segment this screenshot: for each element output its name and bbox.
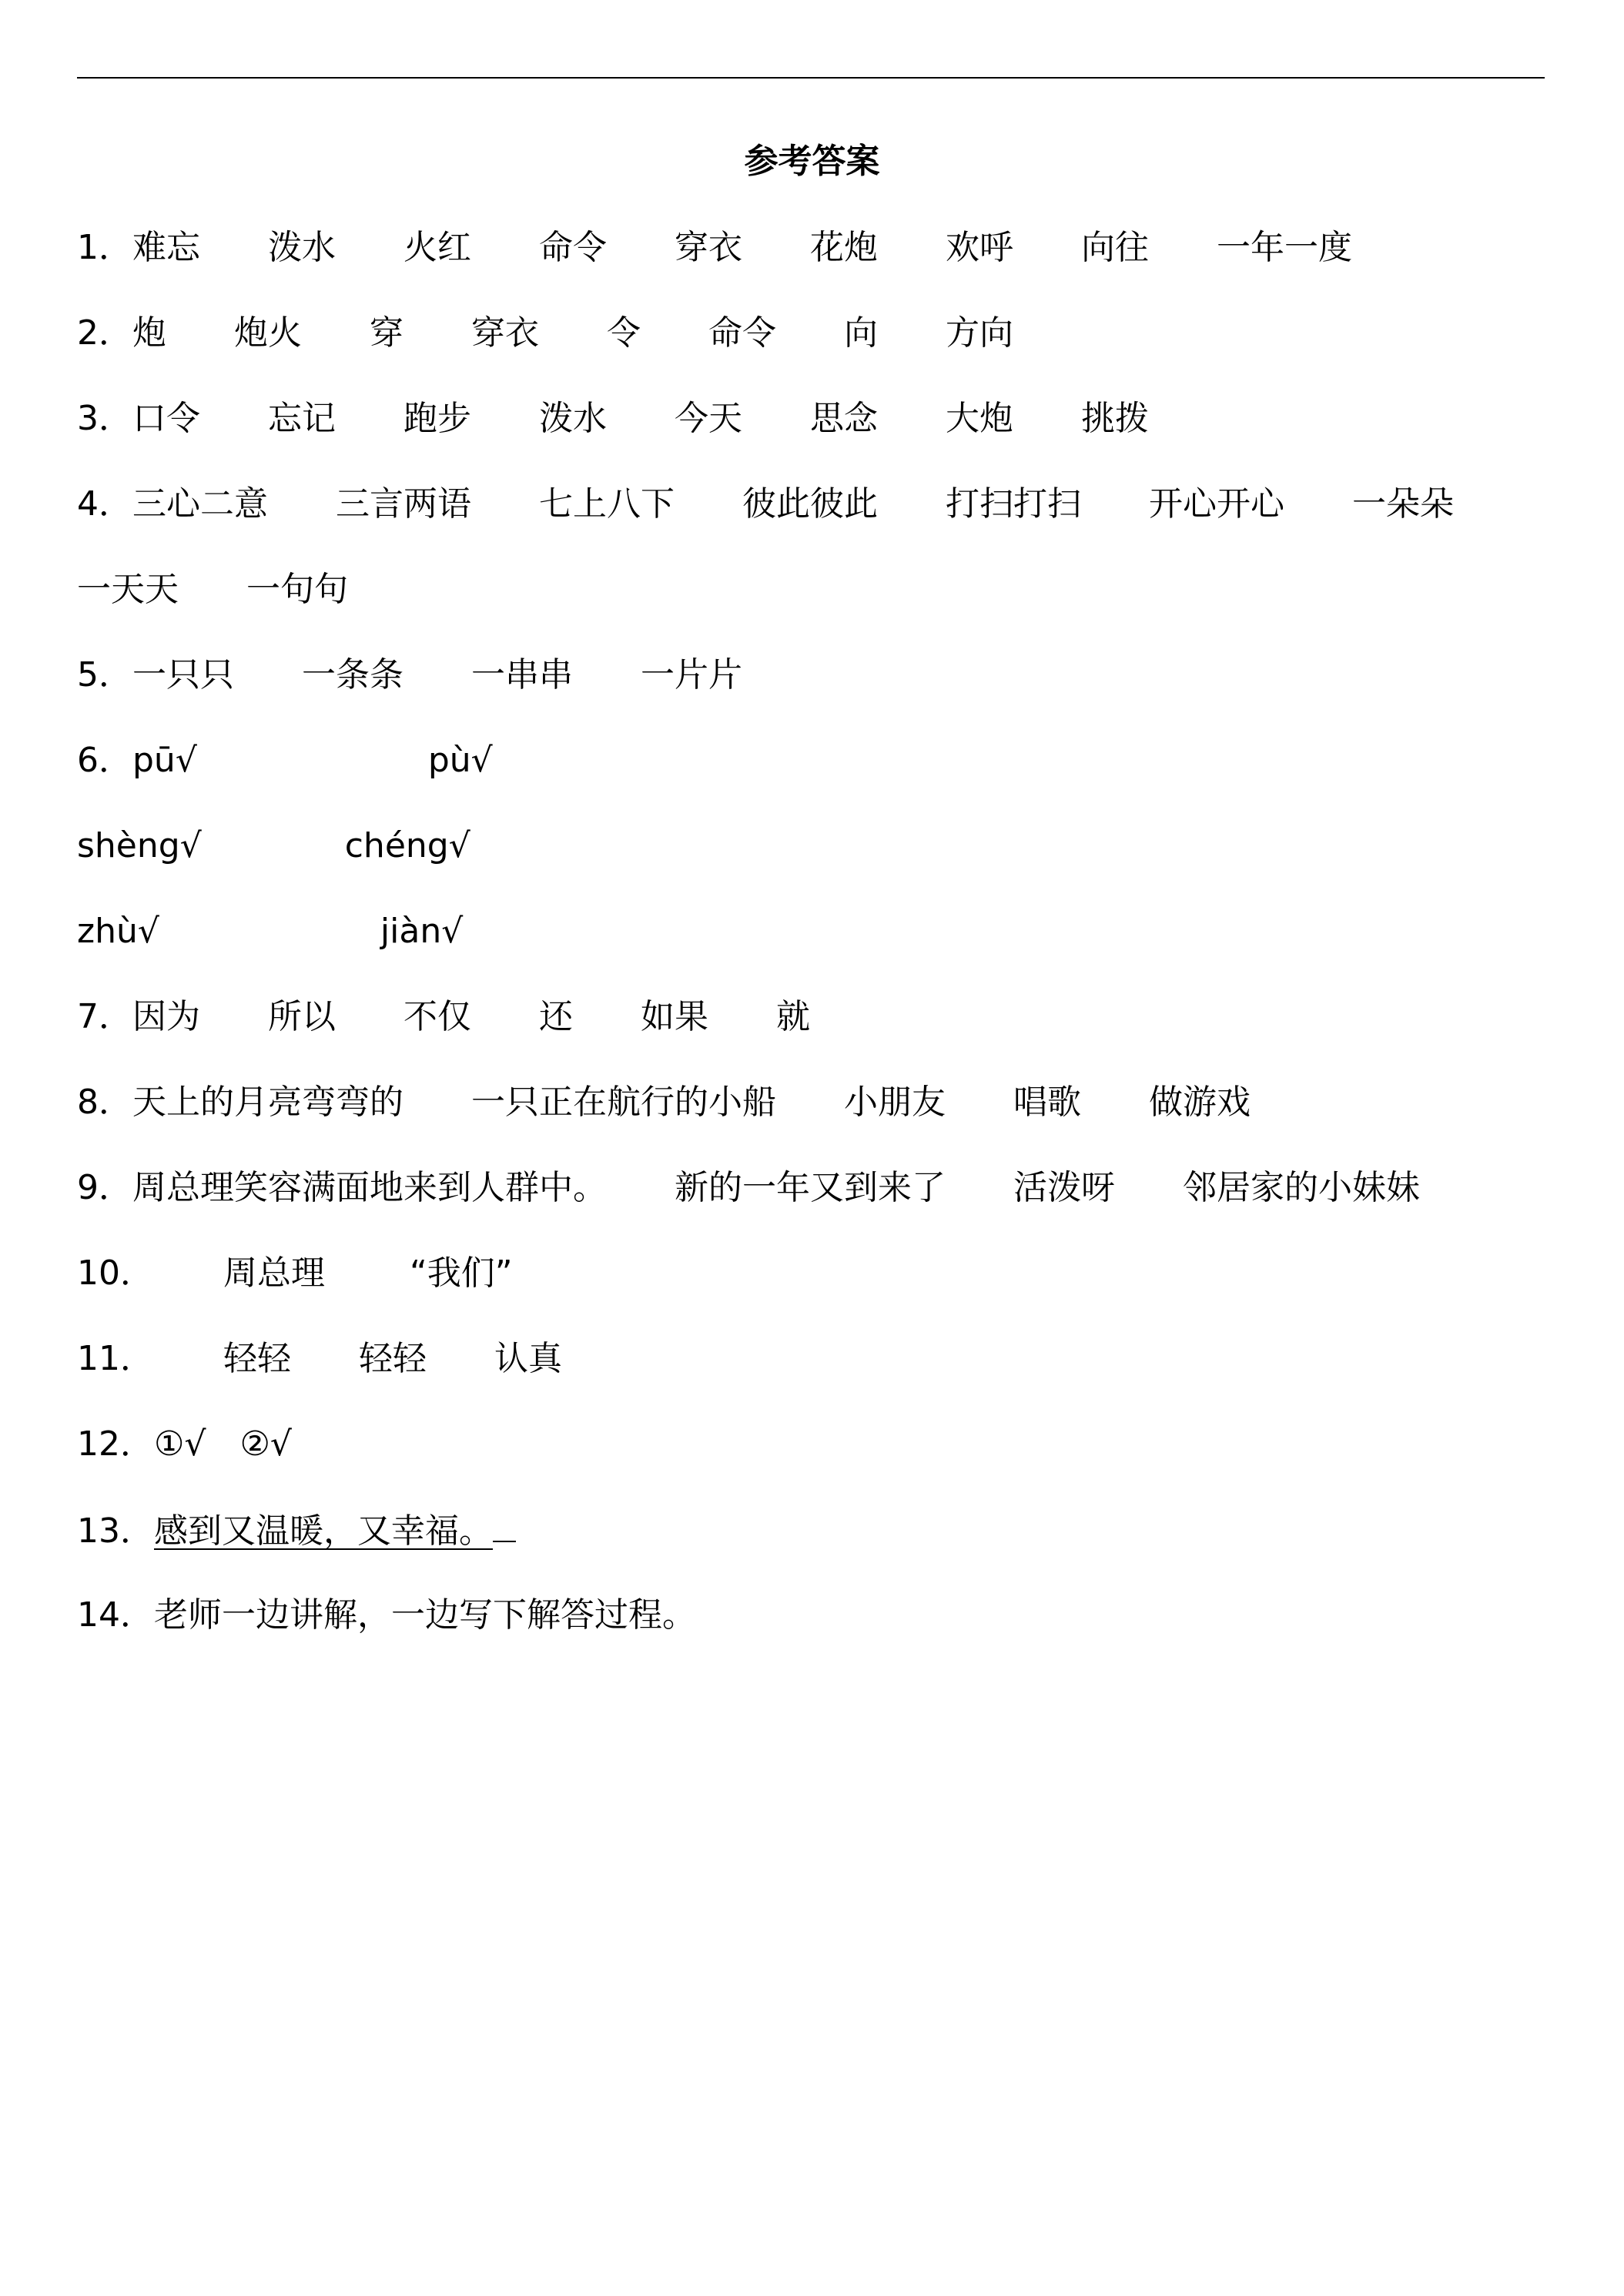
answer-item: 花炮: [810, 228, 878, 267]
answer-number: 3．: [77, 399, 132, 438]
answer-item: 泼水: [539, 399, 607, 438]
answer-item: 就: [776, 997, 810, 1036]
answer-item: 穿衣: [675, 228, 742, 267]
underline-extension: [493, 1507, 516, 1542]
answer-item: 不仅: [403, 997, 471, 1036]
answer-line-4: [77, 481, 1454, 527]
answer-item: 难忘: [132, 228, 200, 267]
answer-line-8: [77, 1079, 1251, 1126]
answer-line-1: [77, 225, 1352, 271]
answer-number: 7．: [77, 997, 132, 1036]
answer-item: 因为: [132, 997, 200, 1036]
answer-line-4-continued: [77, 567, 348, 613]
answer-item: 思念: [810, 399, 878, 438]
answer-item: 一条条: [302, 655, 403, 694]
answer-line-13: [77, 1507, 516, 1553]
answer-item: 方向: [946, 313, 1013, 353]
answer-number: 13．: [77, 1511, 154, 1551]
answer-item: 一只只: [132, 655, 234, 694]
answer-item: 炮火: [234, 313, 302, 353]
answer-item: 向: [844, 313, 878, 353]
answer-item: 轻轻: [359, 1339, 427, 1378]
answer-item: 周总理笑容满面地来到人群中。: [132, 1168, 607, 1207]
top-rule: [77, 77, 1545, 79]
answer-line-6-b: [77, 823, 470, 869]
answer-number: 4．: [77, 484, 132, 524]
answer-item: 开心开心: [1149, 484, 1284, 524]
answer-item: 唱歌: [1013, 1083, 1081, 1122]
answer-item: shèng√: [77, 826, 202, 865]
answer-item: 口令: [132, 399, 200, 438]
answer-item: 一串串: [471, 655, 573, 694]
answer-item: 打扫打扫: [946, 484, 1081, 524]
answer-item: 命令: [708, 313, 776, 353]
answer-number: 6．: [77, 741, 132, 780]
page-title: 参考答案: [744, 142, 880, 181]
answer-number: 2．: [77, 313, 132, 353]
answer-item: 炮: [132, 313, 166, 353]
answer-item: 一年一度: [1217, 228, 1352, 267]
answer-item: 彼此彼此: [742, 484, 878, 524]
answer-item: 七上八下: [539, 484, 675, 524]
answer-item: 邻居家的小妹妹: [1183, 1168, 1420, 1207]
answer-item: 老师一边讲解，一边写下解答过程。: [154, 1595, 696, 1635]
answer-item: 大炮: [946, 399, 1013, 438]
answer-item: 轻轻: [223, 1339, 291, 1378]
answer-item: 挑拨: [1081, 399, 1149, 438]
answer-line-6-c: [77, 909, 463, 955]
answer-item: 周总理: [223, 1253, 325, 1293]
answer-item: 火红: [403, 228, 471, 267]
answer-item: 一只正在航行的小船: [471, 1083, 776, 1122]
answer-number: 5．: [77, 655, 132, 694]
answer-item: 还: [539, 997, 573, 1036]
answer-line-2: [77, 310, 1013, 356]
answer-item: ②√: [239, 1424, 292, 1464]
answer-item-underlined: 感到又温暖，又幸福。: [154, 1511, 493, 1551]
answer-item: 忘记: [268, 399, 336, 438]
answer-item: 今天: [675, 399, 742, 438]
answer-item: 跑步: [403, 399, 471, 438]
answer-item: 令: [607, 313, 641, 353]
answer-item: 一片片: [641, 655, 742, 694]
answer-item: “我们”: [410, 1253, 513, 1293]
answer-item: 泼水: [268, 228, 336, 267]
answer-number: 11．: [77, 1339, 154, 1378]
answer-line-11: [77, 1336, 562, 1382]
answer-number: 12．: [77, 1424, 154, 1464]
answer-item: 做游戏: [1149, 1083, 1251, 1122]
answer-item: 新的一年又到来了: [675, 1168, 946, 1207]
answer-item: 向往: [1081, 228, 1149, 267]
answer-number: 8．: [77, 1083, 132, 1122]
answer-item: jiàn√: [380, 912, 464, 951]
answer-item: pū√: [132, 741, 197, 780]
answer-item: 三心二意: [132, 484, 268, 524]
answer-item: 三言两语: [336, 484, 471, 524]
answer-item: 一朵朵: [1352, 484, 1454, 524]
answer-line-12: [77, 1421, 292, 1468]
answer-item: ①√: [154, 1424, 206, 1464]
answer-item: 活泼呀: [1013, 1168, 1115, 1207]
answer-line-5: [77, 652, 742, 698]
answer-number: 14．: [77, 1595, 154, 1635]
answer-line-14: [77, 1592, 696, 1638]
answer-item: 小朋友: [844, 1083, 946, 1122]
answer-number: 10．: [77, 1253, 154, 1293]
answer-number: 1．: [77, 228, 132, 267]
answer-line-3: [77, 396, 1149, 442]
answer-item: chéng√: [344, 826, 470, 865]
answer-item: 欢呼: [946, 228, 1013, 267]
answer-line-9: [77, 1165, 1420, 1211]
answer-item: pù√: [427, 741, 493, 780]
answer-line-10: [77, 1250, 513, 1297]
answer-item: 穿衣: [471, 313, 539, 353]
answer-item: 所以: [268, 997, 336, 1036]
answer-item: 穿: [370, 313, 403, 353]
answer-item: 天上的月亮弯弯的: [132, 1083, 403, 1122]
answer-item: 一天天: [77, 570, 179, 609]
answer-item: 认真: [494, 1339, 562, 1378]
answer-item: 命令: [539, 228, 607, 267]
answer-line-6: [77, 738, 493, 784]
answer-number: 9．: [77, 1168, 132, 1207]
answer-item: 一句句: [246, 570, 348, 609]
answer-line-7: [77, 994, 810, 1040]
answer-item: 如果: [641, 997, 708, 1036]
answer-item: zhù√: [77, 912, 159, 951]
